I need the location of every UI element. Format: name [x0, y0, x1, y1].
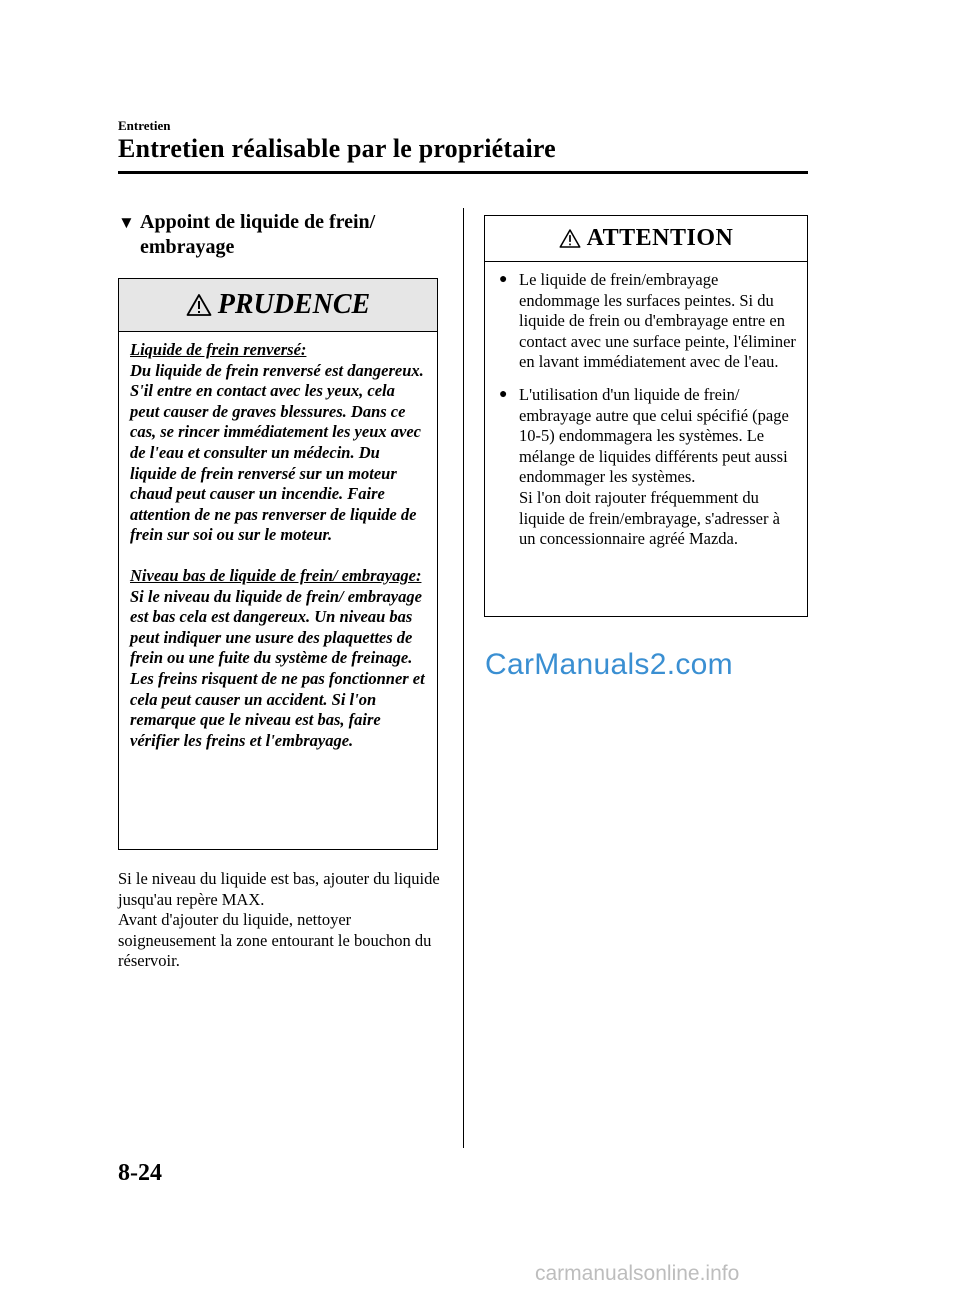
attention-bullet-text-2-extra: Si l'on doit rajouter fréquemment du liquide de frein/embrayage, s'adresser à un concessionnaire agréé Mazda.: [519, 487, 780, 549]
section-heading-line1: Appoint de liquide de frein/: [140, 211, 376, 233]
intro-paragraph-1: Si le niveau du liquide est bas, ajouter du liquide jusqu'au repère MAX.: [118, 869, 440, 909]
down-triangle-icon: ▼: [118, 213, 135, 232]
prudence-subtitle-2: Niveau bas de liquide de frein/ embrayage:: [130, 565, 422, 585]
column-divider: [463, 208, 464, 1148]
attention-header: [485, 216, 807, 262]
attention-title: ATTENTION: [586, 225, 734, 251]
bullet-icon: ●: [499, 272, 508, 287]
attention-bullet: [499, 385, 797, 550]
prudence-body: [119, 332, 437, 751]
prudence-text-2: Si le niveau du liquide de frein/ embrayage est bas cela est dangereux. Un niveau bas peut indiquer une usure des plaquettes de frein ou une fuite du système de freinage. Les freins risquent de ne pas fonctionner et cela peut causer un accident. Si l'on remarque que le niveau est bas, faire vérifier les freins et l'embrayage.: [130, 586, 425, 750]
prudence-text-1: Du liquide de frein renversé est dangereux. S'il entre en contact avec les yeux, cela peut causer de graves blessures. Dans ce cas, se rincer immédiatement les yeux avec de l'eau et consulter un médecin. Du liquide de frein renversé sur un moteur chaud peut causer un incendie. Faire attention de ne pas renverser de liquide de frein sur soi ou sur le moteur.: [130, 360, 424, 545]
intro-paragraph-2: Avant d'ajouter du liquide, nettoyer soigneusement la zone entourant le bouchon du réservoir.: [118, 910, 432, 971]
attention-bullet: [499, 270, 797, 373]
attention-bullet-text-1: Le liquide de frein/embrayage endommage les surfaces peintes. Si du liquide de frein ou d'embrayage entre en contact avec une surface peinte, l'éliminer en lavant immédiatement avec de l'eau.: [519, 270, 796, 372]
section-label: Entretien: [118, 118, 171, 133]
page-title: Entretien réalisable par le propriétaire: [118, 134, 556, 163]
intro-text: [118, 869, 448, 972]
attention-box: [484, 215, 808, 617]
watermark-footer: carmanualsonline.info: [535, 1262, 740, 1285]
attention-body: [485, 262, 807, 550]
attention-bullet-text-2: L'utilisation d'un liquide de frein/ embrayage autre que celui spécifié (page 10-5) endommagera les systèmes. Le mélange de liquides différents peut aussi endommager les systèmes.: [519, 384, 789, 487]
prudence-subtitle-1: Liquide de frein renversé:: [130, 340, 307, 359]
header-rule: [118, 171, 808, 174]
warning-triangle-icon: [186, 293, 212, 317]
bullet-icon: ●: [499, 386, 508, 402]
prudence-header: [119, 279, 437, 332]
prudence-box: [118, 278, 438, 850]
section-heading: [118, 210, 448, 260]
page-number: 8-24: [118, 1160, 162, 1186]
watermark-logo: CarManuals2.com: [485, 648, 733, 681]
section-heading-line2: embrayage: [140, 236, 235, 258]
warning-triangle-icon: [559, 228, 581, 249]
prudence-title: PRUDENCE: [217, 289, 371, 320]
